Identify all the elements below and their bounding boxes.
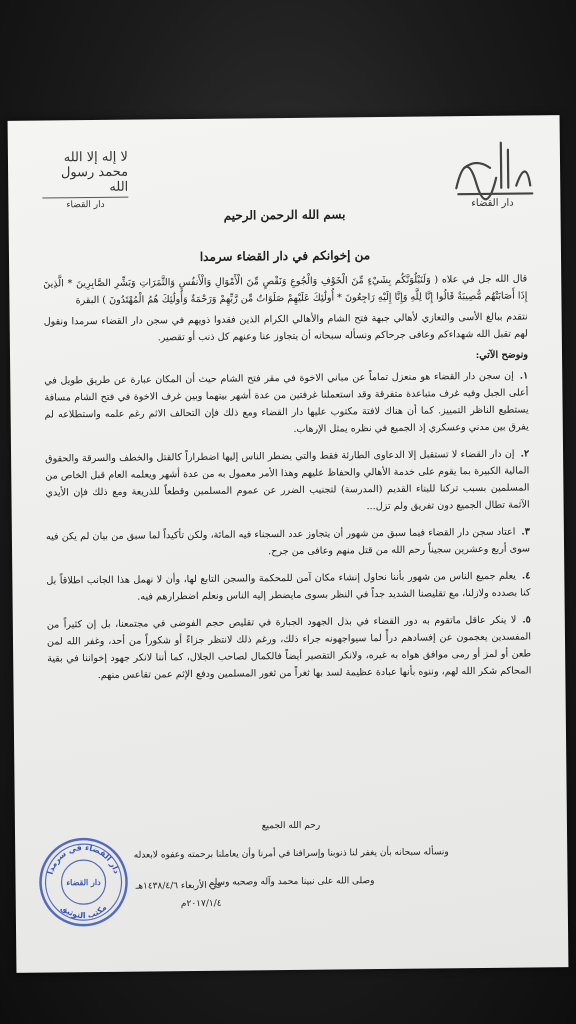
document-page <box>8 115 569 973</box>
numbered-item-2 <box>45 445 530 518</box>
closing-line-prayer: ونسأله سبحانه بأن يغفر لنا ذنوبنا وإسرافنا في أمرنا وأن يعاملنا برحمته وعفوه لابعدله <box>133 847 449 861</box>
item-number: ٥. <box>522 614 531 626</box>
svg-text:دار القضاء في سرمدا: دار القضاء في سرمدا <box>45 843 122 876</box>
item-text: اعتاد سجن دار القضاء فيما سبق من شهور أن يتجاوز عدد السجناء فيه المائة، ولكن تأكيداً لما سبق من بيان لم يكن فيه سوى أربع وعشرين سجيناً رحم الله من قتل منهم وعافى من جرح. <box>45 526 531 558</box>
item-number: ٣. <box>521 526 530 538</box>
numbered-item-5 <box>47 611 532 684</box>
item-text: يعلم جميع الناس من شهور بأننا نحاول إنشاء مكان آمن للمحكمة والسجن التابع لها، وأن لا نهمل هذا الجانب اطلاقاً بل كنا بصدده ولازلنا، مع تقليصنا الشديد جداً في النظر بسوى مايضطر إليه الناس ونعلم اضطرارهم فيه. <box>46 570 531 603</box>
sender-heading: من إخوانكم في دار القضاء سرمدا <box>199 248 371 264</box>
numbered-item-3 <box>46 523 530 562</box>
calligraphy-logo-icon <box>446 127 539 210</box>
date-block <box>135 877 221 914</box>
quran-verse-paragraph: قال الله جل في علاه ( وَلَنَبْلُوَنَّكُم بِشَيْءٍ مِّنَ الْخَوْفِ وَالْجُوعِ وَنَقْصٍ مِّنَ الْأَمْوَالِ وَالْأَنفُسِ وَالثَّمَرَاتِ وَبَشِّرِ الصَّابِرِينَ * الَّذِينَ إِذَا أَصَابَتْهُم مُّصِيبَةٌ قَالُوا إِنَّا لِلَّهِ وَإِنَّا إِلَيْهِ رَاجِعُونَ * أُولَٰئِكَ عَلَيْهِمْ صَلَوَاتٌ مِّن رَّبِّهِمْ وَرَحْمَةٌ وَأُولَٰئِكَ هُمُ الْمُهْتَدُونَ ) البقرة <box>43 273 528 307</box>
item-number: ٤. <box>521 570 531 582</box>
closing-line-salutation: وصلى الله على نبينا محمد وآله وصحبه وسلم <box>208 876 375 888</box>
item-number: ١. <box>519 370 529 382</box>
hijri-date: في الأربعاء ١٤٣٨/٤/٦هـ <box>135 880 222 892</box>
dar-alqada-logo-right <box>446 127 539 210</box>
item-text: إن سجن دار القضاء هو منعزل تماماً عن مباني الاخوة في مقر فتح الشام حيث أن المكان عبارة عن طريق طويل في أعلى الجبل وفيه غرف متباعدة متفرقة وقد استعملنا غرفتين من عدة أشهر بينهما وبين غرف الاخوة في فتح الشام مسافة يستطيع الناظر التمييز. كما أن هناك لافتة مكتوب عليها دار القضاء ومع ذلك فإن التحالف الاثم رغم علمه واستطلاعه لم يفرق بين مدني وعسكري إذ الجميع في نظره يمثل الإرهاب. <box>44 370 529 435</box>
stamp-seal-icon <box>37 836 130 929</box>
item-text: إن دار القضاء لا تستقبل إلا الدعاوى الطارئة فقط والتي يضطر الناس إليها اضطراراً كالقتل والخطف والسرقة والحقوق المالية الكبيرة بما يقوم على خدمة الأهالي والحفاظ عليهم وهذا الأمر معمول به من عدة أشهر ويعلمه العام قبل الخاص من المسلمين بسبب تركنا للبناء القديم (المدرسة) لتجنيب الضرر عن عموم المسلمين وقطعاً للذريعة ومع ذلك فإن الأيدي الآثمة تطال الجميع دون تفريق ولم تزل... <box>45 448 530 513</box>
svg-text:مكتب التوثيق: مكتب التوثيق <box>59 902 109 921</box>
logo-left-caption: دار القضاء <box>66 199 105 211</box>
item-number: ٢. <box>520 448 530 460</box>
svg-text:دار القضاء: دار القضاء <box>66 876 101 888</box>
statement-body <box>43 270 531 694</box>
official-stamp <box>37 836 130 929</box>
clarification-lead: ونوضح الآتي: <box>475 349 529 362</box>
shahada-calligraphy: لا إله إلا الله محمد رسول الله <box>42 150 128 199</box>
numbered-item-4 <box>46 567 530 606</box>
dar-alqada-logo-left <box>42 149 129 211</box>
svg-text:دار القضاء: دار القضاء <box>471 197 514 210</box>
condolence-paragraph: نتقدم ببالغ الأسى والتعازي لأهالي جبهة فتح الشام والأهالي الكرام الذين فقدوا ذويهم في سجن دار القضاء سرمدا ونقول لهم تقبل الله شهداءكم وعافى جرحاكم ونسأله سبحانه أن يتجاوز عنا وعنهم كل ذنب أو تقصير. <box>43 311 528 344</box>
item-text: لا ينكر عاقل ماتقوم به دور القضاء في بذل الجهود الجبارة في تقليص حجم الفوضى في مجتمعنا، بل إن كثيراً من المفسدين يعجمون عن إفسادهم درأً لما سيواجهونه جراء ذلك، ورغم ذلك لانتظر جزاءً أو شكوراً من أحد، وغفر الله لمن طعن أو لمز أو رمى موافق هواه به غيره، ولانكر التقصير أيضاً فالكمال لصاحب الجلال، كما أننا لانكر جهود إخواننا في بقية المحاكم شكر الله لهم، وننوه بأنها عبادة عظيمة لسد بها ثغراً من ثغور المسلمين ودفع الإثم عمن تقاعس منهم. <box>46 614 532 681</box>
closing-line-mercy: رحم الله الجميع <box>261 820 321 832</box>
gregorian-date: ٢٠١٧/١/٤م <box>180 898 222 910</box>
basmala-heading: بسم الله الرحمن الرحيم <box>223 207 346 223</box>
numbered-item-1 <box>44 367 529 440</box>
